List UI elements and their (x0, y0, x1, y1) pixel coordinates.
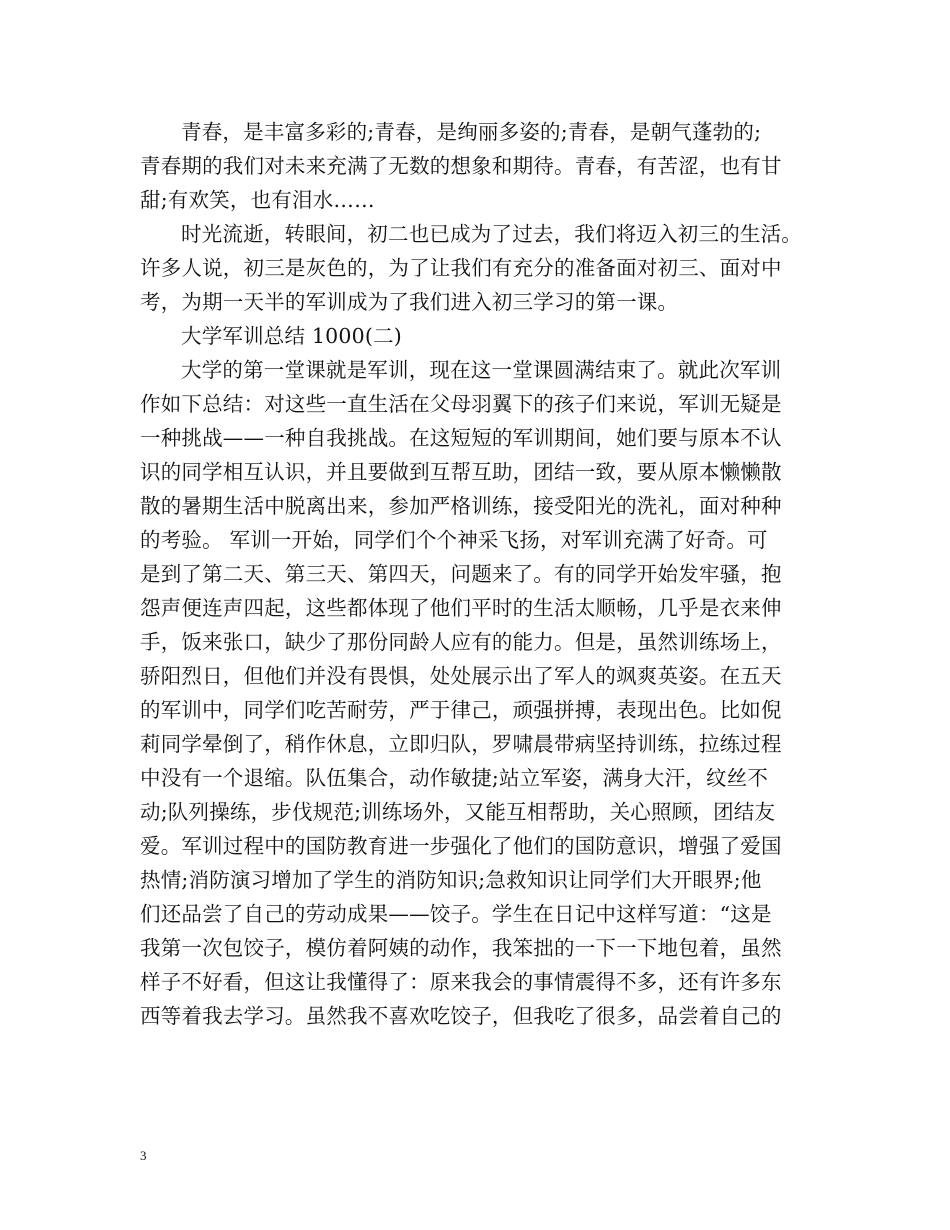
page-number: 3 (140, 1148, 147, 1163)
text-line: 大学的第一堂课就是军训，现在这一堂课圆满结束了。就此次军训 (181, 358, 782, 382)
body-text (140, 115, 820, 1033)
text-line: 的军训中，同学们吃苦耐劳，严于律己，顽强拼搏，表现出色。比如倪 (140, 698, 782, 722)
text-line: 怨声便连声四起，这些都体现了他们平时的生活太顺畅，几乎是衣来伸 (140, 596, 782, 620)
text-line: 时光流逝，转眼间，初二也已成为了过去，我们将迈入初三的生活。 (181, 222, 802, 246)
text-line: 样子不好看，但这让我懂得了：原来我会的事情震得不多，还有许多东 (140, 970, 782, 994)
text-line: 考，为期一天半的军训成为了我们进入初三学习的第一课。 (140, 290, 679, 314)
text-line: 骄阳烈日，但他们并没有畏惧，处处展示出了军人的飒爽英姿。在五天 (140, 664, 782, 688)
text-line: 作如下总结：对这些一直生活在父母羽翼下的孩子们来说，军训无疑是 (140, 392, 782, 416)
text-line: 青春，是丰富多彩的;青春，是绚丽多姿的;青春，是朝气蓬勃的; (181, 120, 762, 144)
text-line: 我第一次包饺子，模仿着阿姨的动作，我笨拙的一下一下地包着，虽然 (140, 936, 782, 960)
text-line: 动;队列操练，步伐规范;训练场外，又能互相帮助，关心照顾，团结友 (140, 800, 776, 824)
text-line: 是到了第二天、第三天、第四天，问题来了。有的同学开始发牢骚，抱 (140, 562, 782, 586)
section-heading: 大学军训总结 1000(二) (181, 324, 402, 348)
text-line: 莉同学晕倒了，稍作休息，立即归队，罗啸晨带病坚持训练，拉练过程 (140, 732, 782, 756)
text-line: 西等着我去学习。虽然我不喜欢吃饺子，但我吃了很多，品尝着自己的 (140, 1004, 782, 1028)
text-line: 中没有一个退缩。队伍集合，动作敏捷;站立军姿，满身大汗，纹丝不 (140, 766, 769, 790)
text-line: 许多人说，初三是灰色的，为了让我们有充分的准备面对初三、面对中 (140, 256, 782, 280)
text-line: 青春期的我们对未来充满了无数的想象和期待。青春，有苦涩，也有甘 (140, 154, 782, 178)
text-line: 们还品尝了自己的劳动成果——饺子。学生在日记中这样写道：“这是 (140, 902, 772, 926)
text-line: 手，饭来张口，缺少了那份同龄人应有的能力。但是，虽然训练场上， (140, 630, 782, 654)
text-line: 识的同学相互认识，并且要做到互帮互助，团结一致，要从原本懒懒散 (140, 460, 782, 484)
text-line: 一种挑战——一种自我挑战。在这短短的军训期间，她们要与原本不认 (140, 426, 782, 450)
text-line: 甜;有欢笑，也有泪水…… (140, 188, 375, 212)
text-line: 爱。军训过程中的国防教育进一步强化了他们的国防意识，增强了爱国 (140, 834, 782, 858)
text-line: 散的暑期生活中脱离出来，参加严格训练，接受阳光的洗礼，面对种种 (140, 494, 782, 518)
text-line: 的考验。 军训一开始，同学们个个神采飞扬，对军训充满了好奇。可 (140, 528, 768, 552)
text-line: 热情;消防演习增加了学生的消防知识;急救知识让同学们大开眼界;他 (140, 868, 762, 892)
